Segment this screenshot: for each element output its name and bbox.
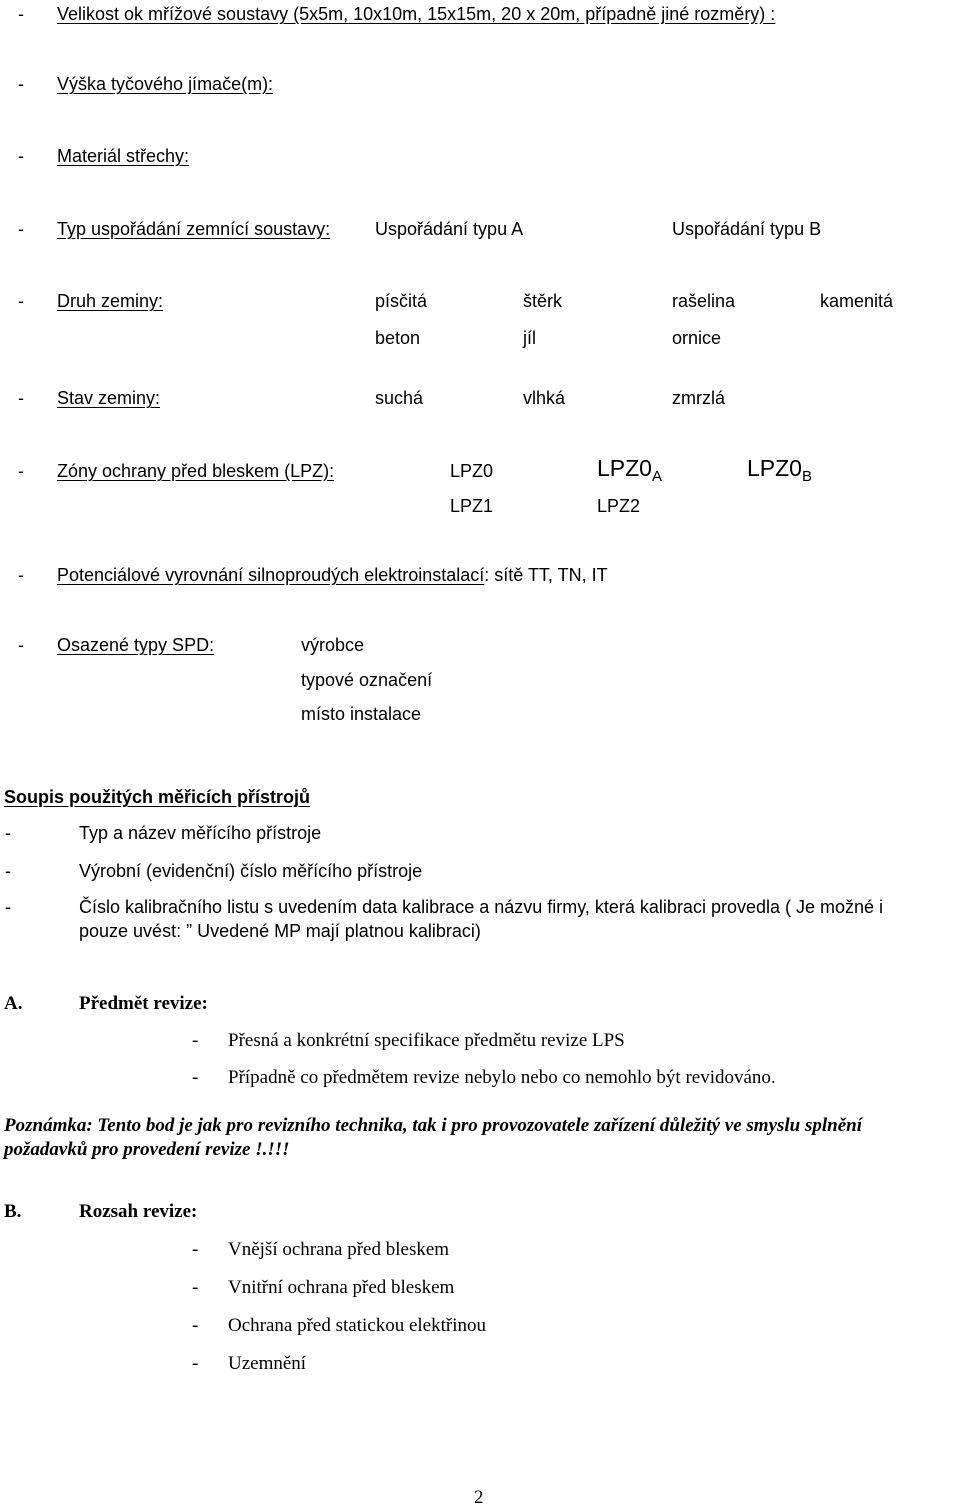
instrument-item: Výrobní (evidenční) číslo měřícího přístroje	[79, 861, 423, 881]
list-dash: -	[5, 897, 11, 917]
soil-type-option: písčitá	[375, 291, 428, 311]
list-dash: -	[5, 861, 11, 881]
section-b-item: Uzemnění	[228, 1353, 307, 1374]
soil-type-option: štěrk	[523, 291, 563, 311]
soil-state-option: suchá	[375, 388, 424, 408]
soil-state-option: zmrzlá	[672, 388, 725, 408]
instrument-item: Číslo kalibračního listu s uvedením data kalibrace a názvu firmy, která kalibraci provedla ( Je možné i	[79, 897, 884, 917]
lpz-zone: LPZ1	[450, 496, 494, 516]
list-dash: -	[18, 635, 24, 655]
lpz-zone: LPZ2	[597, 496, 641, 516]
page-number: 2	[474, 1487, 484, 1508]
list-dash: -	[192, 1353, 199, 1374]
soil-type-option: kamenitá	[820, 291, 894, 311]
field-roof-material: Materiál střechy:	[57, 146, 190, 166]
soil-type-option: jíl	[523, 328, 536, 348]
instrument-item: Typ a název měřícího přístroje	[79, 823, 322, 843]
field-soil-state-label: Stav zeminy:	[57, 388, 161, 408]
list-dash: -	[18, 219, 24, 239]
list-dash: -	[18, 291, 24, 311]
list-dash: -	[192, 1067, 199, 1088]
list-dash: -	[18, 146, 24, 166]
field-mesh-size: Velikost ok mřížové soustavy (5x5m, 10x10m, 15x15m, 20 x 20m, případně jiné rozměry) :	[57, 4, 776, 24]
field-earth-type-label: Typ uspořádání zemnící soustavy:	[57, 219, 331, 239]
section-b-letter: B.	[4, 1201, 22, 1222]
field-lpz-label: Zóny ochrany před bleskem (LPZ):	[57, 461, 335, 481]
list-dash: -	[192, 1239, 199, 1260]
list-dash: -	[18, 565, 24, 585]
field-potential	[57, 565, 608, 586]
lpz-zone-0a: $LPZ0_A$	[597, 455, 662, 485]
field-potential-label: Potenciálové vyrovnání silnoproudých elektroinstalací	[57, 565, 485, 585]
list-dash: -	[5, 823, 11, 843]
earth-type-b: Uspořádání typu B	[672, 219, 822, 239]
list-dash: -	[18, 388, 24, 408]
instrument-item-cont: pouze uvést: ” Uvedené MP mají platnou kalibraci)	[79, 921, 481, 941]
list-dash: -	[18, 461, 24, 481]
instruments-heading: Soupis použitých měřicích přístrojů	[4, 787, 311, 807]
field-soil-type-label: Druh zeminy:	[57, 291, 164, 311]
lpz-zone-0b: $LPZ0_B$	[747, 455, 812, 485]
section-a-title: Předmět revize:	[79, 993, 208, 1014]
list-dash: -	[192, 1277, 199, 1298]
section-b-item: Vnitřní ochrana před bleskem	[228, 1277, 455, 1298]
section-b-title: Rozsah revize:	[79, 1201, 198, 1222]
section-b-item: Ochrana před statickou elektřinou	[228, 1315, 486, 1336]
field-rod-height: Výška tyčového jímače(m):	[57, 74, 274, 94]
section-a-item: Přesná a konkrétní specifikace předmětu revize LPS	[228, 1030, 625, 1051]
soil-type-option: rašelina	[672, 291, 736, 311]
spd-item: typové označení	[301, 670, 433, 690]
soil-type-option: ornice	[672, 328, 722, 348]
note-line: Poznámka: Tento bod je jak pro revizního technika, tak i pro provozovatele zařízení důležitý ve smyslu splnění	[4, 1115, 863, 1136]
field-potential-value: : sítě TT, TN, IT	[484, 565, 608, 585]
section-a-item: Případně co předmětem revize nebylo nebo co nemohlo být revidováno.	[228, 1067, 776, 1088]
lpz-zone: LPZ0	[450, 461, 494, 481]
earth-type-a: Uspořádání typu A	[375, 219, 524, 239]
list-dash: -	[192, 1315, 199, 1336]
soil-state-option: vlhká	[523, 388, 566, 408]
list-dash: -	[192, 1030, 199, 1051]
note-line: požadavků pro provedení revize !.!!!	[4, 1139, 290, 1160]
list-dash: -	[18, 74, 24, 94]
soil-type-option: beton	[375, 328, 421, 348]
section-b-item: Vnější ochrana před bleskem	[228, 1239, 450, 1260]
spd-item: výrobce	[301, 635, 365, 655]
field-spd-label: Osazené typy SPD:	[57, 635, 215, 655]
list-dash: -	[18, 4, 24, 24]
spd-item: místo instalace	[301, 704, 422, 724]
section-a-letter: A.	[4, 993, 23, 1014]
